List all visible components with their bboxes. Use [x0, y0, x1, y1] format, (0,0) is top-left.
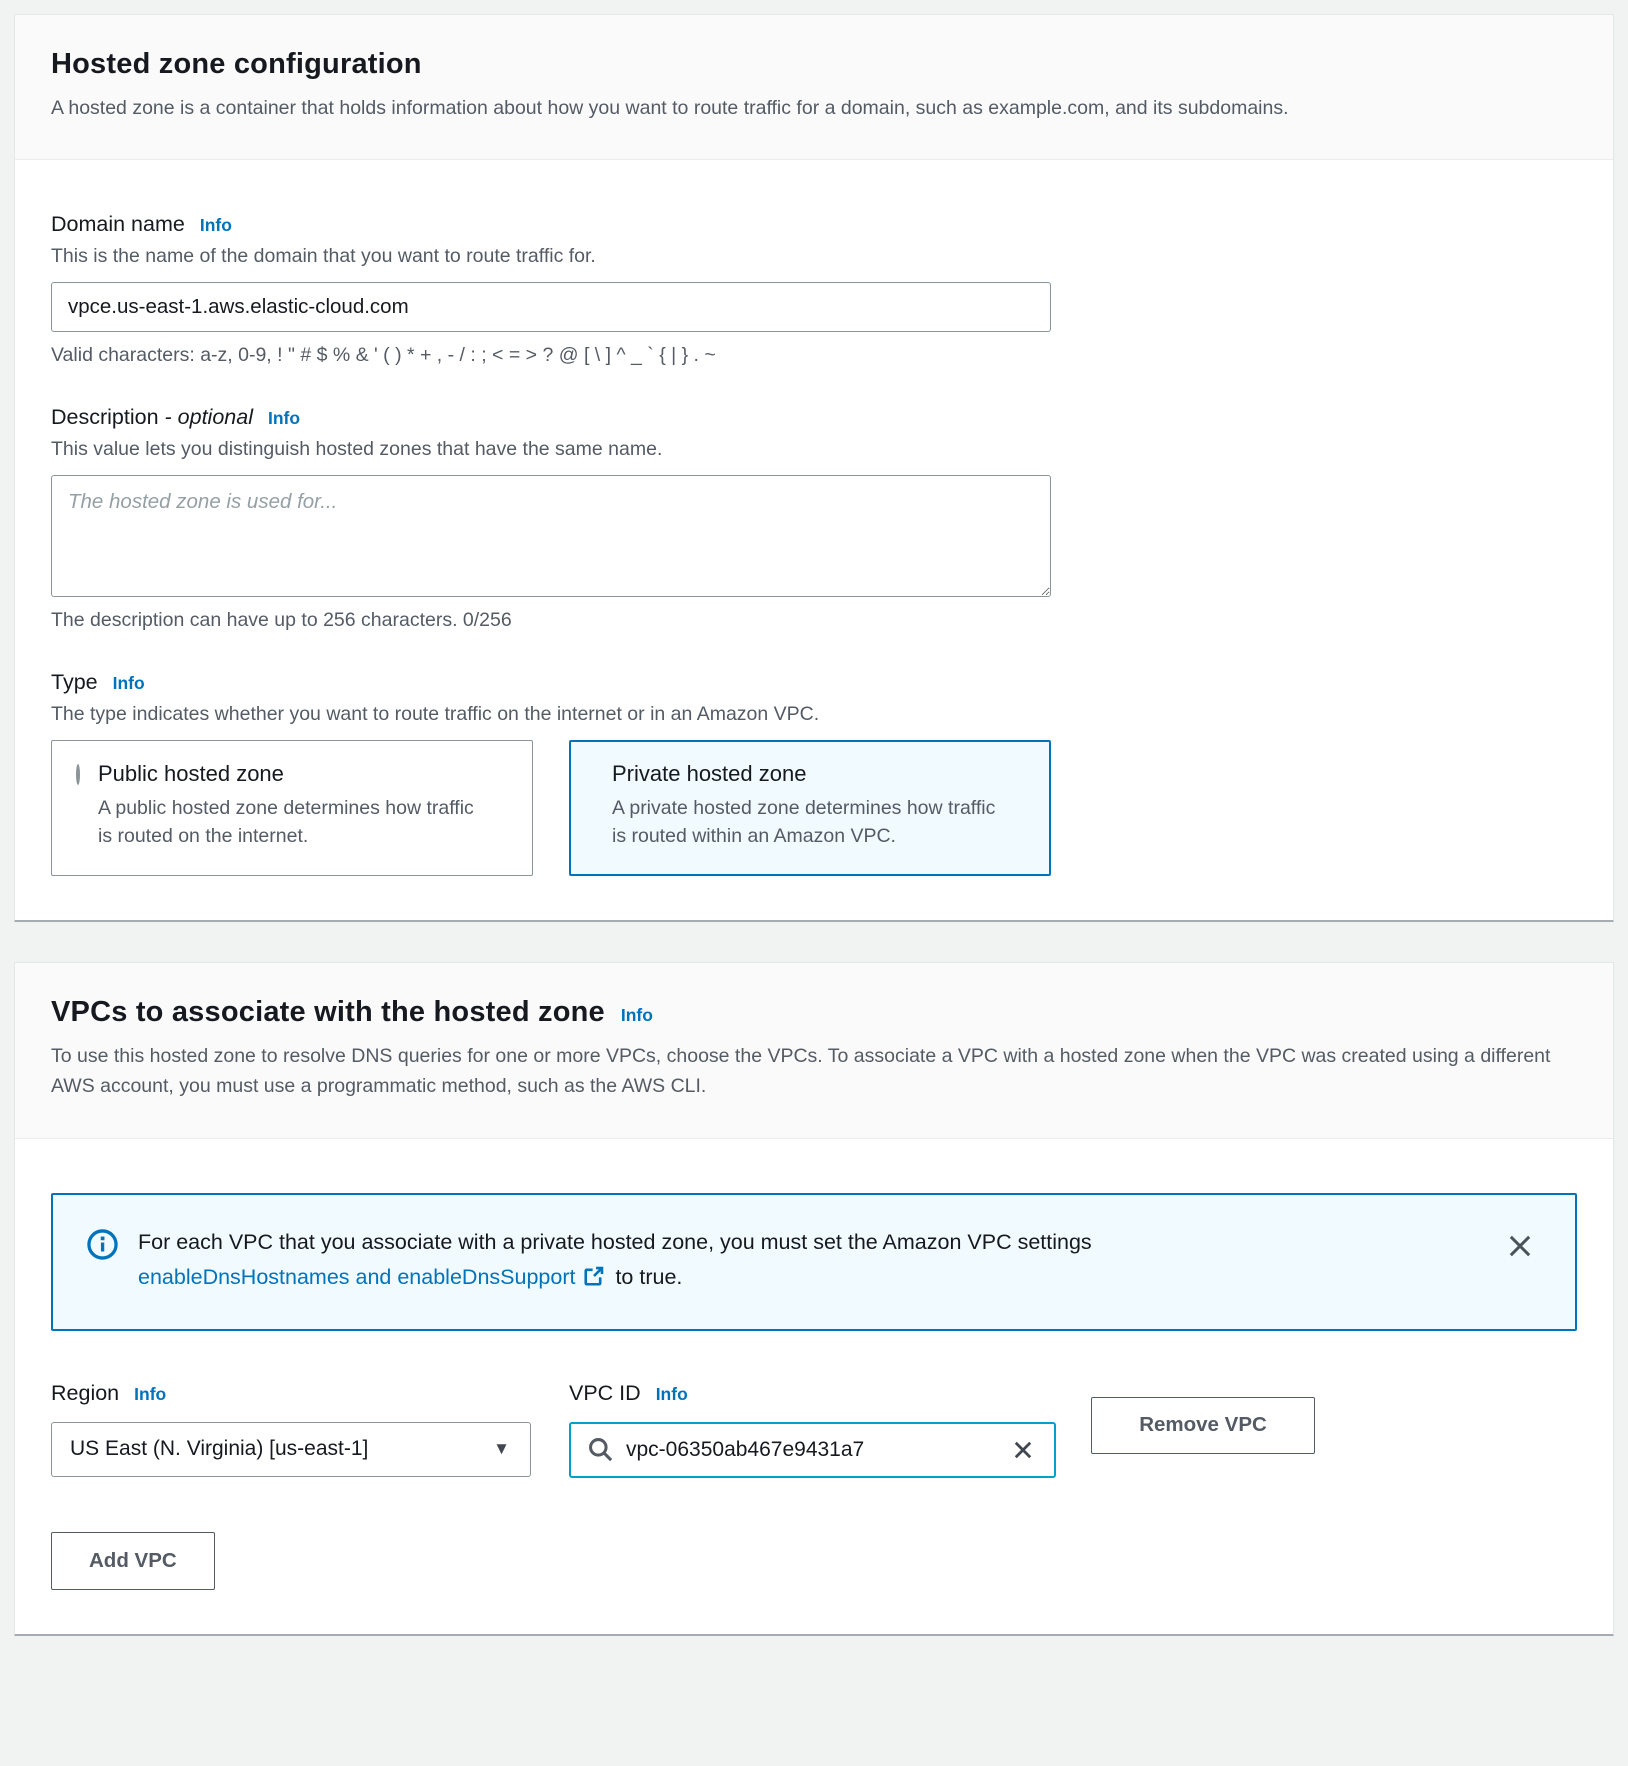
hosted-zone-card-header: [15, 15, 1613, 160]
clear-icon: [1010, 1437, 1036, 1463]
domain-name-input[interactable]: [51, 282, 1051, 332]
hosted-zone-card-body: [15, 160, 1613, 920]
type-info-link[interactable]: Info: [112, 673, 145, 694]
external-link-icon[interactable]: [583, 1263, 605, 1298]
domain-valid-characters: Valid characters: a-z, 0-9, ! " # $ % & ' ( ) * + , - / : ; < = > ? @ [ \ ] ^ _ ` { | } . ~: [51, 344, 716, 367]
remove-vpc-button[interactable]: Remove VPC: [1091, 1397, 1315, 1454]
vpc-id-clear-button[interactable]: [1008, 1435, 1038, 1465]
vpc-settings-info-alert: [51, 1193, 1577, 1331]
add-vpc-button[interactable]: Add VPC: [51, 1532, 215, 1590]
hosted-zone-card-description: A hosted zone is a container that holds information about how you want to route traffic for a domain, such as example.com, and its subdomains.: [51, 97, 1289, 119]
region-select[interactable]: [51, 1422, 531, 1477]
alert-message: [138, 1225, 1471, 1299]
type-options: [51, 740, 1577, 876]
vpc-id-field-group: [569, 1381, 1056, 1478]
public-hosted-zone-option[interactable]: [51, 740, 533, 876]
search-icon: [587, 1436, 614, 1463]
info-circle-icon: [87, 1229, 118, 1265]
vpc-id-info-link[interactable]: Info: [655, 1383, 688, 1404]
region-info-link[interactable]: Info: [134, 1383, 167, 1404]
hosted-zone-configuration-card: [14, 14, 1614, 922]
enable-dns-link[interactable]: enableDnsHostnames and enableDnsSupport: [138, 1265, 576, 1290]
public-hosted-zone-description: A public hosted zone determines how traffic is routed on the internet.: [98, 797, 474, 848]
caret-down-icon: ▼: [493, 1439, 510, 1459]
vpcs-card-title: VPCs to associate with the hosted zone: [51, 996, 605, 1029]
vpcs-card-description: To use this hosted zone to resolve DNS queries for one or more VPCs, choose the VPCs. To associate a VPC with a hosted zone when the VPC was created using a different AWS account, you must use a programmatic method, such as the AWS CLI.: [51, 1045, 1551, 1098]
alert-text-before: For each VPC that you associate with a private hosted zone, you must set the Amazon VPC settings: [138, 1229, 1092, 1254]
public-hosted-zone-label: Public hosted zone: [98, 761, 284, 787]
type-label: Type: [51, 670, 98, 695]
domain-name-label: Domain name: [51, 212, 185, 237]
alert-close-button[interactable]: [1501, 1227, 1539, 1268]
vpc-id-input[interactable]: [626, 1438, 1008, 1462]
vpc-id-searchbox: [569, 1422, 1056, 1478]
domain-name-info-link[interactable]: Info: [199, 215, 232, 236]
hosted-zone-card-title: Hosted zone configuration: [51, 48, 422, 80]
description-help: This value lets you distinguish hosted zones that have the same name.: [51, 438, 663, 461]
domain-name-field-group: [51, 212, 1577, 367]
radio-unselected-icon: [76, 764, 80, 785]
domain-name-help: This is the name of the domain that you want to route traffic for.: [51, 245, 596, 268]
vpcs-associate-card: [14, 962, 1614, 1635]
type-field-group: [51, 670, 1577, 876]
region-label: Region: [51, 1380, 120, 1405]
close-icon: [1505, 1231, 1535, 1261]
vpcs-info-link[interactable]: Info: [620, 1005, 653, 1026]
description-optional-label: - optional: [164, 405, 253, 430]
description-info-link[interactable]: Info: [267, 408, 301, 429]
private-hosted-zone-description: A private hosted zone determines how traffic is routed within an Amazon VPC.: [612, 797, 996, 848]
description-char-count: The description can have up to 256 characters. 0/256: [51, 609, 512, 632]
description-label: Description - optional: [51, 405, 253, 430]
vpcs-card-body: [15, 1139, 1613, 1634]
private-hosted-zone-label: Private hosted zone: [612, 761, 807, 787]
alert-text-after: to true.: [615, 1265, 683, 1290]
region-selected-value: US East (N. Virginia) [us-east-1]: [70, 1437, 369, 1461]
private-hosted-zone-option[interactable]: [569, 740, 1051, 876]
public-hosted-zone-radio[interactable]: [76, 766, 80, 784]
description-field-group: [51, 405, 1577, 632]
type-help: The type indicates whether you want to route traffic on the internet or in an Amazon VPC.: [51, 703, 820, 726]
description-textarea[interactable]: [51, 475, 1051, 597]
vpc-association-row: [51, 1381, 1577, 1478]
vpc-id-label: VPC ID: [569, 1380, 641, 1405]
region-field-group: [51, 1381, 531, 1478]
vpcs-card-header: [15, 963, 1613, 1138]
